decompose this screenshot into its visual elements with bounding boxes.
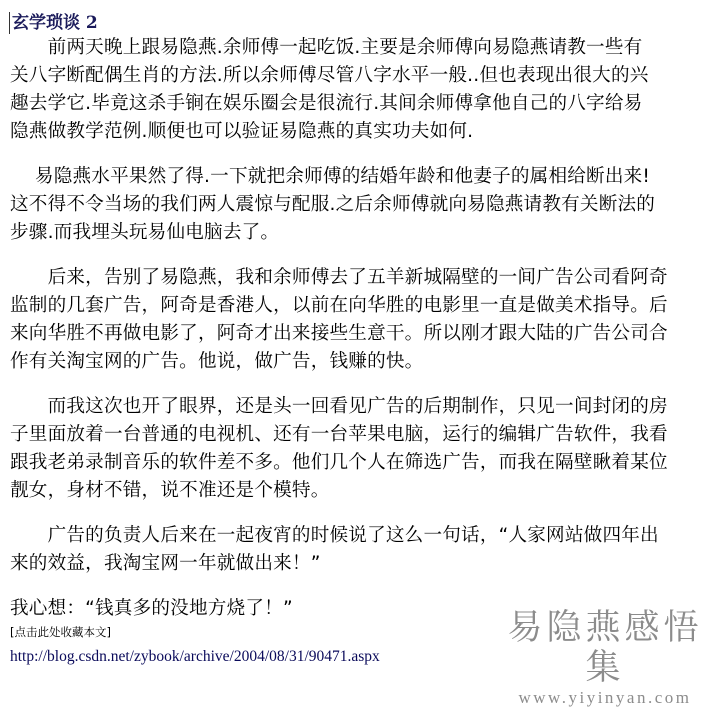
article-body	[10, 34, 710, 640]
paragraph	[10, 34, 710, 146]
paragraph-line: 步骤.而我埋头玩易仙电脑去了。	[10, 222, 280, 243]
paragraph-line: 易隐燕水平果然了得.一下就把余师傅的结婚年龄和他妻子的属相给断出来!	[10, 166, 651, 187]
paragraph	[10, 264, 710, 376]
paragraph-line: 隐燕做教学范例.顺便也可以验证易隐燕的真实功夫如何.	[10, 121, 474, 142]
paragraph	[10, 163, 710, 247]
paragraph-line: 来向华胜不再做电影了，阿奇才出来接些生意干。所以刚才跟大陆的广告公司合	[10, 323, 668, 344]
watermark-en: www.yiyinyan.com	[518, 688, 692, 707]
watermark-cn: 易隐燕感悟集	[507, 608, 703, 688]
paragraph-line: 靓女，身材不错，说不准还是个模特。	[10, 480, 330, 501]
paragraph-line: 作有关淘宝网的广告。他说，做广告，钱赚的快。	[10, 351, 424, 372]
paragraph	[10, 522, 710, 578]
paragraph-line: 前两天晚上跟易隐燕.余师傅一起吃饭.主要是余师傅向易隐燕请教一些有	[10, 37, 643, 58]
paragraph-line: 跟我老弟录制音乐的软件差不多。他们几个人在筛选广告，而我在隔壁瞅着某位	[10, 452, 668, 473]
paragraph-line: 监制的几套广告，阿奇是香港人，以前在向华胜的电影里一直是做美术指导。后	[10, 295, 668, 316]
watermark-logo	[497, 608, 713, 708]
paragraph-line: 而我这次也开了眼界，还是头一回看见广告的后期制作，只见一间封闭的房	[10, 396, 668, 417]
paragraph-line: 广告的负责人后来在一起夜宵的时候说了这么一句话，“人家网站做四年出	[10, 525, 659, 546]
paragraph	[10, 393, 710, 505]
paragraph-line: 趣去学它.毕竟这杀手锏在娱乐圈会是很流行.其间余师傅拿他自己的八字给易	[10, 93, 643, 114]
paragraph-line: 来的效益，我淘宝网一年就做出来！”	[10, 553, 321, 574]
paragraph-line: 关八字断配偶生肖的方法.所以余师傅尽管八字水平一般..但也表现出很大的兴	[10, 65, 649, 86]
paragraph-line: 我心想：“钱真多的没地方烧了！”	[10, 598, 293, 619]
paragraph-line: 后来，告别了易隐燕，我和余师傅去了五羊新城隔壁的一间广告公司看阿奇	[10, 267, 668, 288]
source-url-link[interactable]: http://blog.csdn.net/zybook/archive/2004/08/31/90471.aspx	[10, 648, 380, 665]
add-favorite-link[interactable]: [点击此处收藏本文]	[10, 625, 111, 639]
article-title: 玄学琐谈 2	[9, 12, 98, 34]
paragraph-line: 这不得不令当场的我们两人震惊与配服.之后余师傅就向易隐燕请教有关断法的	[10, 194, 656, 215]
paragraph-line: 子里面放着一台普通的电视机、还有一台苹果电脑，运行的编辑广告软件，我看	[10, 424, 668, 445]
